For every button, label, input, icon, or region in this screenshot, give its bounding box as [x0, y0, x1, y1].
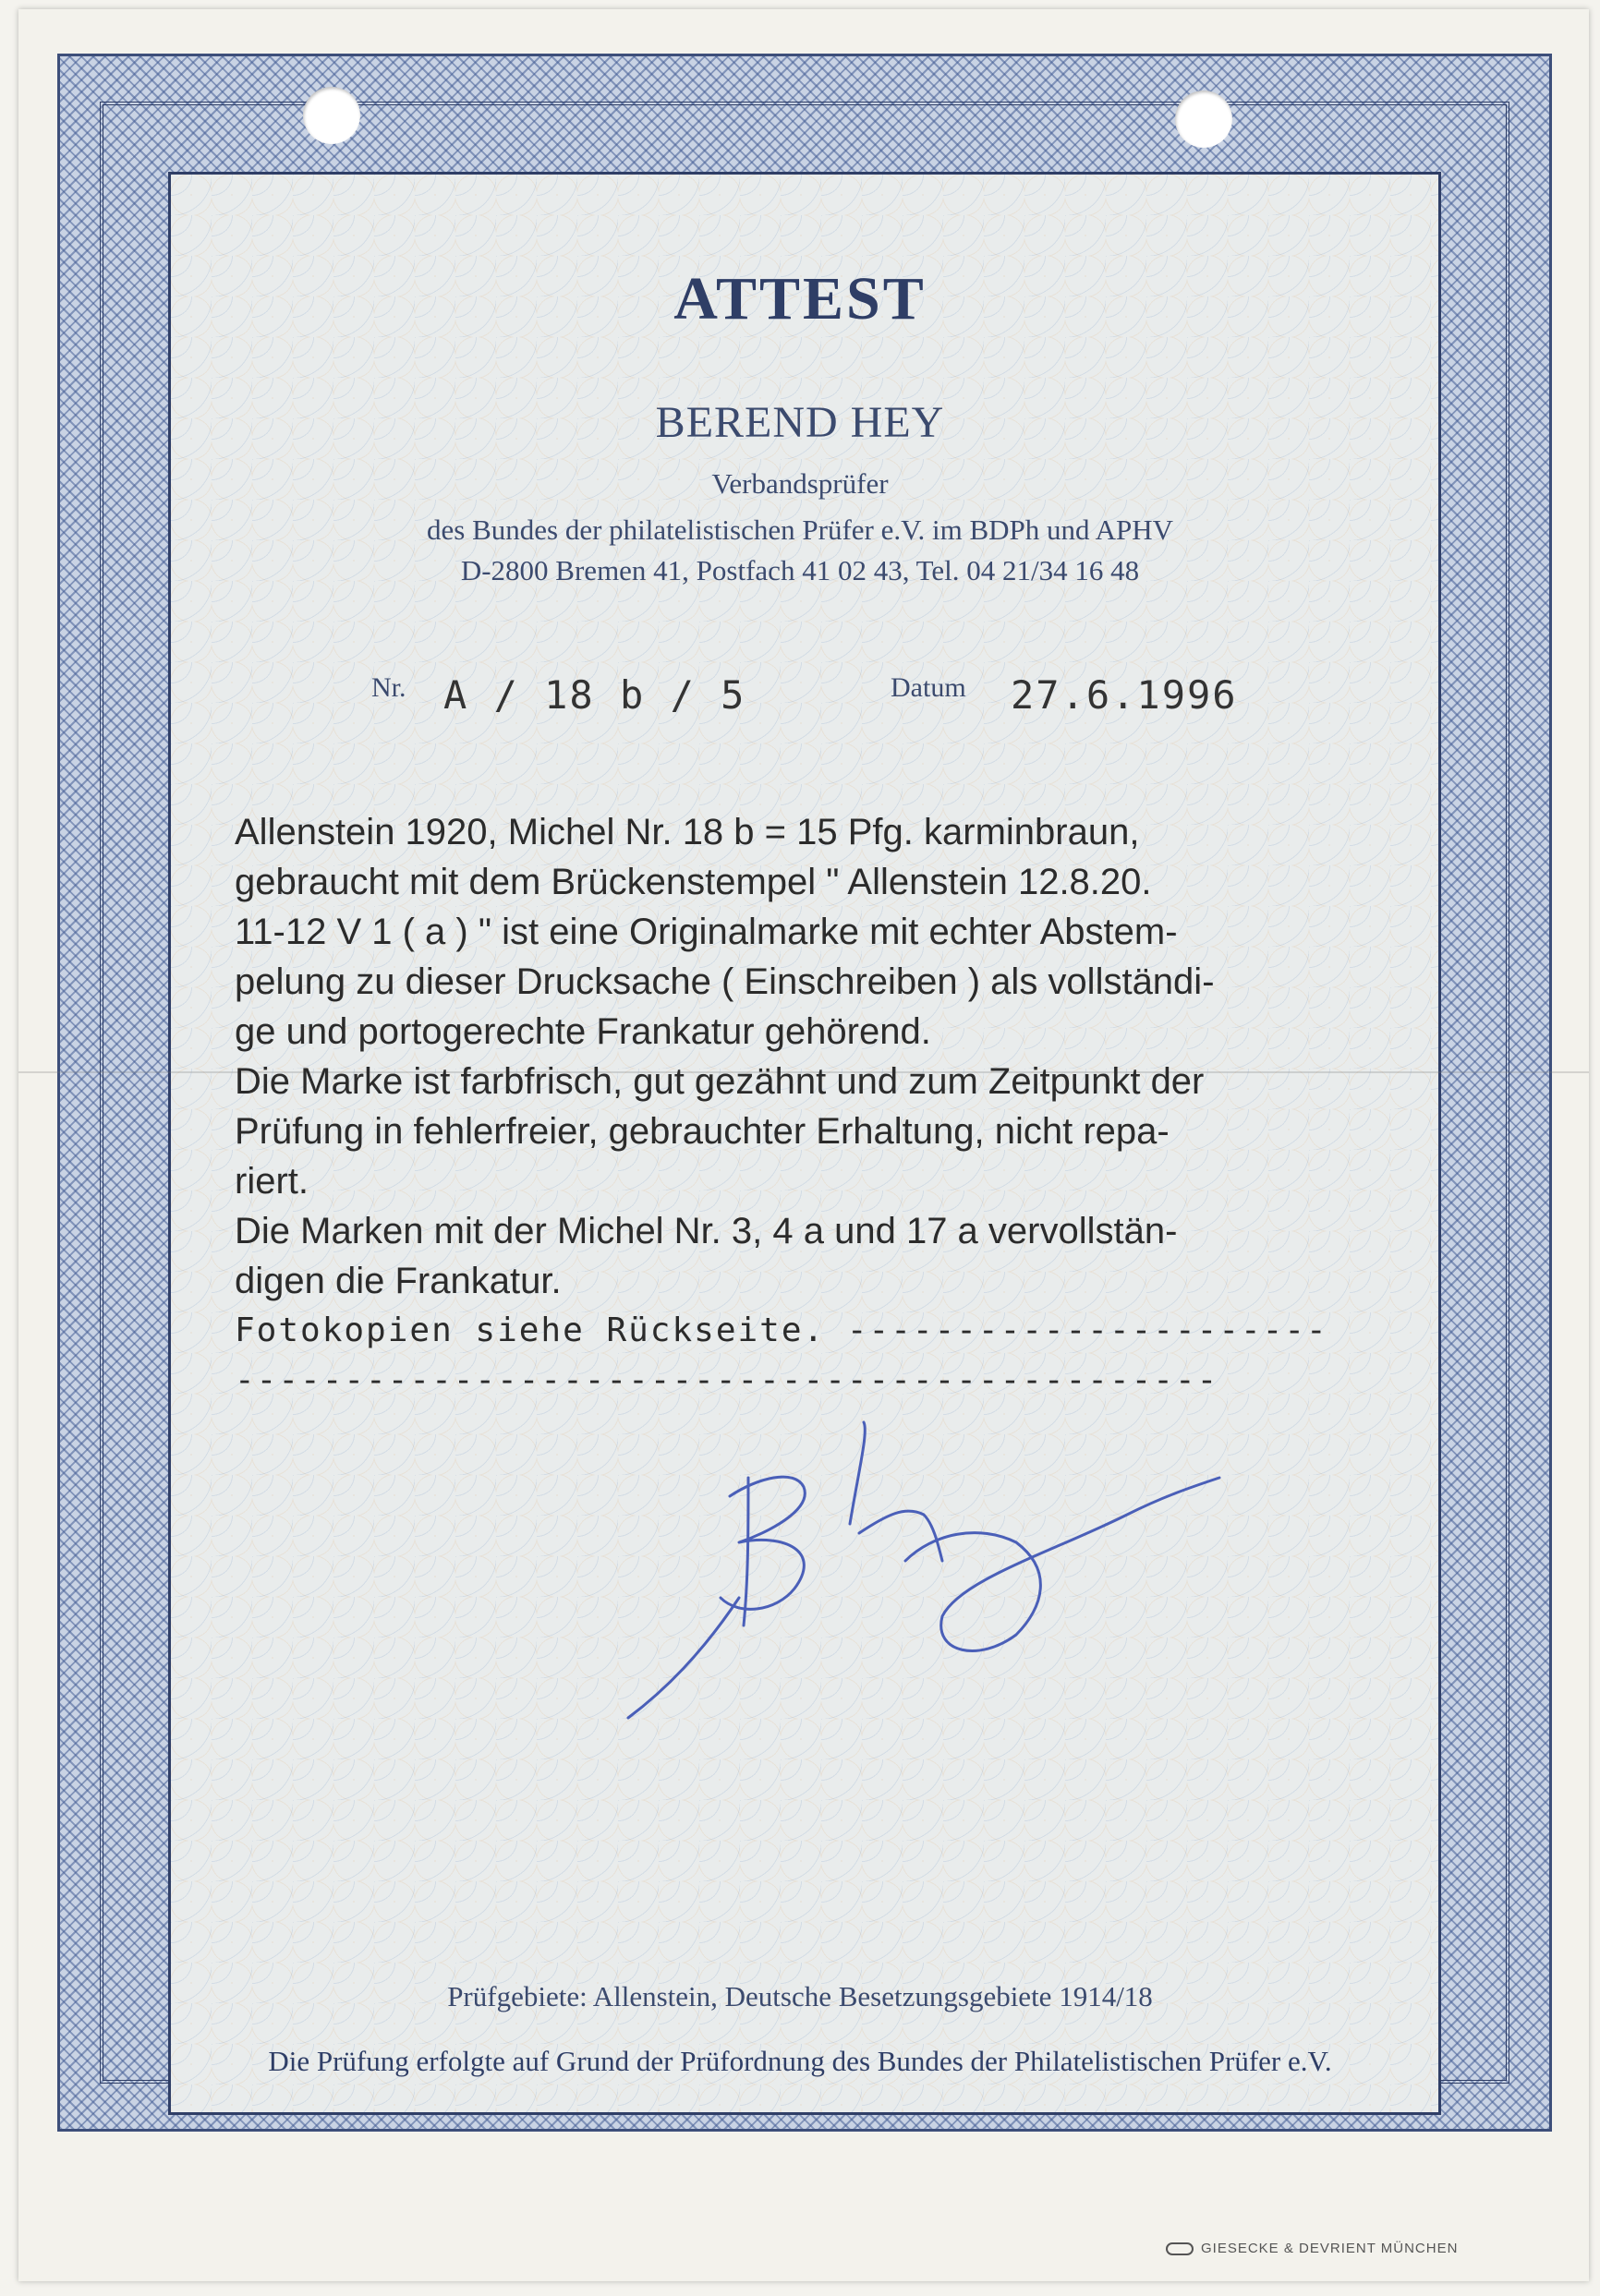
- examination-areas: Prüfgebiete: Allenstein, Deutsche Besetzungsgebiete 1914/18: [447, 1980, 1153, 2012]
- examination-rules: Die Prüfung erfolgte auf Grund der Prüfordnung des Bundes der Philatelistischen Prüfer e.V.: [268, 2045, 1332, 2077]
- number-label: Nr.: [371, 672, 406, 703]
- body-line: pelung zu dieser Drucksache ( Einschreiben ) als vollständi-: [235, 961, 1215, 1002]
- body-line: ---------------------------------------------: [235, 1361, 1219, 1399]
- printer-imprint: [1166, 2241, 1458, 2256]
- examiner-role: Verbandsprüfer: [711, 467, 889, 500]
- certificate-number: A / 18 b / 5: [443, 672, 746, 718]
- punch-hole-left: [303, 87, 360, 144]
- body-line: digen die Frankatur.: [235, 1261, 562, 1301]
- examiner-name: BEREND HEY: [655, 398, 945, 447]
- printer-logo-icon: [1166, 2242, 1194, 2255]
- body-line: ge und portogerechte Frankatur gehörend.: [235, 1011, 931, 1052]
- address-line: D-2800 Bremen 41, Postfach 41 02 43, Tel. 04 21/34 16 48: [460, 554, 1140, 586]
- body-line: Die Marken mit der Michel Nr. 3, 4 a und 17 a vervollstän-: [235, 1211, 1178, 1251]
- certificate-date: 27.6.1996: [1011, 672, 1238, 718]
- certificate-title: ATTEST: [673, 265, 927, 332]
- body-line: riert.: [235, 1161, 309, 1202]
- association-line: des Bundes der philatelistischen Prüfer e.V. im BDPh und APHV: [427, 514, 1173, 546]
- body-line: Die Marke ist farbfrisch, gut gezähnt und zum Zeitpunkt der: [235, 1061, 1205, 1102]
- printer-name: GIESECKE & DEVRIENT MÜNCHEN: [1201, 2241, 1459, 2256]
- punch-hole-right: [1175, 91, 1232, 148]
- body-line: 11-12 V 1 ( a ) " ist eine Originalmarke mit echter Abstem-: [235, 912, 1178, 952]
- certificate-body: [235, 807, 1399, 1406]
- body-line: gebraucht mit dem Brückenstempel " Allenstein 12.8.20.: [235, 862, 1152, 902]
- body-line: Fotokopien siehe Rückseite. ----------------------: [235, 1311, 1328, 1349]
- body-line: Prüfung in fehlerfreier, gebrauchter Erhaltung, nicht repa-: [235, 1111, 1170, 1152]
- handwritten-signature: [610, 1413, 1256, 1746]
- body-line: Allenstein 1920, Michel Nr. 18 b = 15 Pfg. karminbraun,: [235, 812, 1140, 852]
- date-label: Datum: [891, 672, 966, 703]
